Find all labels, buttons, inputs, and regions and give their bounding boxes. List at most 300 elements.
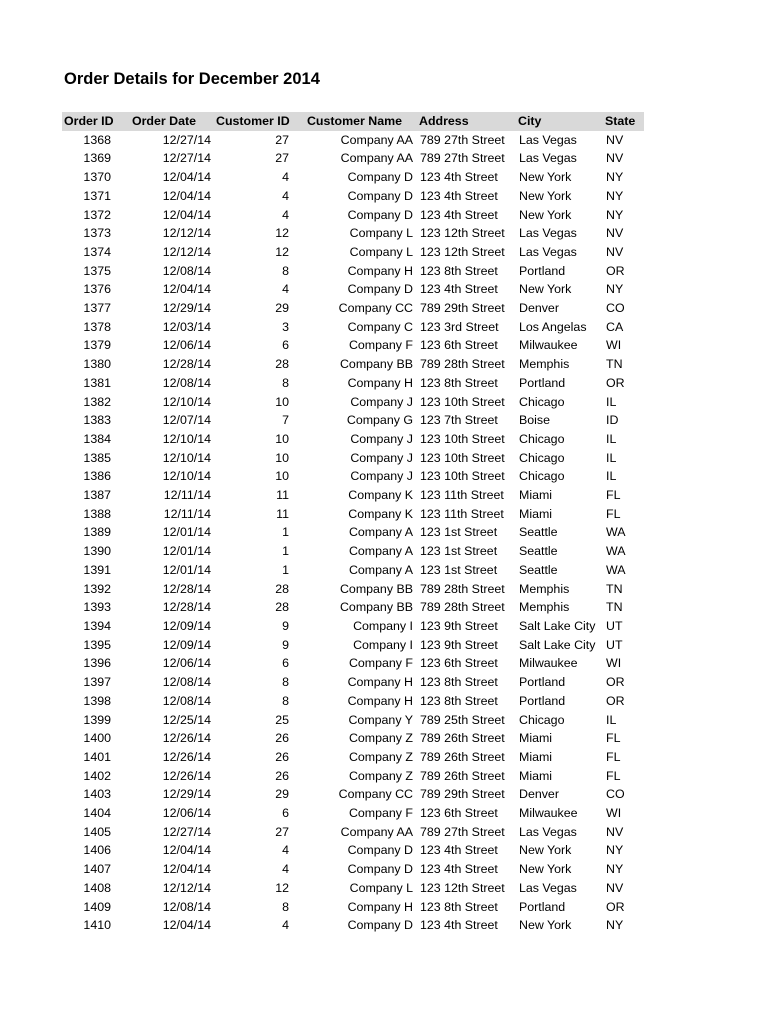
cell-state[interactable]: OR <box>606 263 625 278</box>
cell-customer-name[interactable]: Company J <box>350 394 413 409</box>
cell-city[interactable]: Portland <box>519 899 566 914</box>
cell-customer-name[interactable]: Company K <box>348 506 413 521</box>
cell-state[interactable]: FL <box>606 488 621 503</box>
cell-city[interactable]: Chicago <box>519 394 565 409</box>
cell-customer-id[interactable]: 9 <box>282 618 289 633</box>
cell-address[interactable]: 123 4th Street <box>420 207 498 222</box>
cell-address[interactable]: 123 8th Street <box>420 263 498 278</box>
cell-state[interactable]: TN <box>606 357 623 372</box>
cell-order-date[interactable]: 12/27/14 <box>162 151 211 166</box>
cell-customer-id[interactable]: 4 <box>282 207 289 222</box>
cell-address[interactable]: 123 8th Street <box>420 675 498 690</box>
table-row[interactable] <box>62 168 644 187</box>
cell-address[interactable]: 789 28th Street <box>420 600 505 615</box>
cell-customer-id[interactable]: 1 <box>282 562 289 577</box>
cell-customer-id[interactable]: 4 <box>282 170 289 185</box>
cell-address[interactable]: 789 29th Street <box>420 787 505 802</box>
cell-state[interactable]: NY <box>606 207 624 222</box>
cell-customer-id[interactable]: 12 <box>275 244 289 259</box>
cell-state[interactable]: IL <box>606 431 617 446</box>
cell-order-id[interactable]: 1404 <box>83 806 111 821</box>
cell-order-date[interactable]: 12/09/14 <box>162 618 211 633</box>
cell-order-id[interactable]: 1410 <box>83 918 111 933</box>
cell-city[interactable]: New York <box>519 282 572 297</box>
header-customer-name[interactable]: Customer Name <box>306 114 403 128</box>
cell-order-date[interactable]: 12/04/14 <box>162 207 211 222</box>
cell-customer-id[interactable]: 3 <box>282 319 289 334</box>
cell-address[interactable]: 123 10th Street <box>420 431 505 446</box>
cell-customer-id[interactable]: 4 <box>282 862 289 877</box>
cell-customer-id[interactable]: 25 <box>275 712 289 727</box>
cell-order-id[interactable]: 1372 <box>83 207 111 222</box>
cell-order-id[interactable]: 1369 <box>83 151 111 166</box>
cell-order-date[interactable]: 12/27/14 <box>162 132 211 147</box>
cell-customer-name[interactable]: Company L <box>349 880 413 895</box>
cell-customer-id[interactable]: 10 <box>275 469 289 484</box>
cell-order-date[interactable]: 12/08/14 <box>162 263 211 278</box>
cell-city[interactable]: Seattle <box>519 562 558 577</box>
cell-city[interactable]: Los Angelas <box>519 319 587 334</box>
table-row[interactable] <box>62 262 644 281</box>
table-row[interactable] <box>62 467 644 486</box>
cell-address[interactable]: 123 4th Street <box>420 282 498 297</box>
cell-state[interactable]: NV <box>606 226 624 241</box>
cell-city[interactable]: New York <box>519 862 572 877</box>
cell-state[interactable]: NV <box>606 244 624 259</box>
cell-customer-id[interactable]: 28 <box>275 600 289 615</box>
cell-address[interactable]: 789 26th Street <box>420 731 505 746</box>
table-row[interactable] <box>62 561 644 580</box>
cell-state[interactable]: CA <box>606 319 624 334</box>
cell-customer-name[interactable]: Company CC <box>338 787 413 802</box>
cell-customer-id[interactable]: 8 <box>282 675 289 690</box>
cell-customer-id[interactable]: 8 <box>282 899 289 914</box>
cell-order-date[interactable]: 12/08/14 <box>162 899 211 914</box>
cell-state[interactable]: WI <box>606 806 622 821</box>
cell-customer-name[interactable]: Company H <box>347 263 413 278</box>
table-row[interactable] <box>62 898 644 917</box>
cell-order-date[interactable]: 12/28/14 <box>162 581 211 596</box>
cell-order-id[interactable]: 1386 <box>83 469 111 484</box>
cell-order-date[interactable]: 12/08/14 <box>162 675 211 690</box>
cell-customer-id[interactable]: 10 <box>275 450 289 465</box>
table-row[interactable] <box>62 505 644 524</box>
cell-city[interactable]: Milwaukee <box>519 806 578 821</box>
cell-order-date[interactable]: 12/09/14 <box>162 637 211 652</box>
cell-city[interactable]: Miami <box>519 731 553 746</box>
cell-order-id[interactable]: 1393 <box>83 600 111 615</box>
cell-order-date[interactable]: 12/06/14 <box>162 806 211 821</box>
cell-address[interactable]: 123 4th Street <box>420 843 498 858</box>
cell-order-id[interactable]: 1380 <box>83 357 111 372</box>
cell-city[interactable]: Portland <box>519 375 566 390</box>
cell-order-date[interactable]: 12/10/14 <box>162 450 211 465</box>
table-row[interactable] <box>62 374 644 393</box>
cell-customer-id[interactable]: 29 <box>275 787 289 802</box>
table-row[interactable] <box>62 711 644 730</box>
table-row[interactable] <box>62 636 644 655</box>
cell-address[interactable]: 123 8th Street <box>420 899 498 914</box>
cell-city[interactable]: Las Vegas <box>519 824 577 839</box>
table-row[interactable] <box>62 299 644 318</box>
cell-order-id[interactable]: 1387 <box>83 488 111 503</box>
cell-city[interactable]: Boise <box>519 413 550 428</box>
table-row[interactable] <box>62 430 644 449</box>
cell-state[interactable]: NY <box>606 843 624 858</box>
cell-order-id[interactable]: 1391 <box>83 562 111 577</box>
cell-address[interactable]: 789 28th Street <box>420 581 505 596</box>
table-row[interactable] <box>62 411 644 430</box>
cell-customer-id[interactable]: 8 <box>282 693 289 708</box>
cell-customer-name[interactable]: Company H <box>347 693 413 708</box>
table-row[interactable] <box>62 542 644 561</box>
cell-customer-name[interactable]: Company A <box>348 525 413 540</box>
cell-customer-id[interactable]: 4 <box>282 918 289 933</box>
cell-customer-name[interactable]: Company D <box>347 282 413 297</box>
cell-order-id[interactable]: 1390 <box>83 544 111 559</box>
cell-address[interactable]: 789 27th Street <box>420 151 505 166</box>
cell-city[interactable]: Seattle <box>519 525 558 540</box>
cell-customer-name[interactable]: Company D <box>347 207 413 222</box>
cell-city[interactable]: New York <box>519 170 572 185</box>
cell-city[interactable]: New York <box>519 843 572 858</box>
cell-order-date[interactable]: 12/06/14 <box>162 338 211 353</box>
cell-order-date[interactable]: 12/01/14 <box>162 525 211 540</box>
table-row[interactable] <box>62 860 644 879</box>
cell-city[interactable]: Portland <box>519 263 566 278</box>
cell-address[interactable]: 789 25th Street <box>420 712 505 727</box>
cell-order-id[interactable]: 1397 <box>83 675 111 690</box>
table-row[interactable] <box>62 523 644 542</box>
cell-customer-name[interactable]: Company CC <box>338 301 413 316</box>
cell-customer-id[interactable]: 4 <box>282 843 289 858</box>
cell-customer-id[interactable]: 10 <box>275 394 289 409</box>
cell-customer-id[interactable]: 9 <box>282 637 289 652</box>
table-row[interactable] <box>62 804 644 823</box>
cell-city[interactable]: Milwaukee <box>519 338 578 353</box>
cell-state[interactable]: NY <box>606 170 624 185</box>
cell-city[interactable]: Miami <box>519 749 553 764</box>
cell-city[interactable]: Las Vegas <box>519 226 577 241</box>
cell-order-date[interactable]: 12/07/14 <box>162 413 211 428</box>
cell-customer-name[interactable]: Company A <box>348 562 413 577</box>
cell-order-date[interactable]: 12/26/14 <box>162 749 211 764</box>
cell-customer-name[interactable]: Company BB <box>339 357 413 372</box>
cell-city[interactable]: Memphis <box>519 600 570 615</box>
cell-order-date[interactable]: 12/25/14 <box>162 712 211 727</box>
cell-customer-name[interactable]: Company L <box>349 226 413 241</box>
cell-customer-id[interactable]: 27 <box>275 151 289 166</box>
cell-order-id[interactable]: 1368 <box>83 132 111 147</box>
cell-customer-name[interactable]: Company BB <box>339 581 413 596</box>
cell-address[interactable]: 789 27th Street <box>420 132 505 147</box>
cell-state[interactable]: OR <box>606 375 625 390</box>
cell-order-id[interactable]: 1406 <box>83 843 111 858</box>
cell-address[interactable]: 123 11th Street <box>420 488 504 503</box>
cell-city[interactable]: Chicago <box>519 431 565 446</box>
cell-state[interactable]: WI <box>606 338 622 353</box>
cell-city[interactable]: Miami <box>519 506 553 521</box>
cell-order-date[interactable]: 12/01/14 <box>162 562 211 577</box>
cell-customer-name[interactable]: Company D <box>347 843 413 858</box>
cell-city[interactable]: Miami <box>519 768 553 783</box>
cell-customer-name[interactable]: Company D <box>347 188 413 203</box>
cell-order-id[interactable]: 1394 <box>83 618 111 633</box>
cell-address[interactable]: 123 12th Street <box>420 226 505 241</box>
table-row[interactable] <box>62 692 644 711</box>
cell-order-date[interactable]: 12/04/14 <box>162 918 211 933</box>
table-row[interactable] <box>62 224 644 243</box>
cell-city[interactable]: Las Vegas <box>519 244 577 259</box>
cell-state[interactable]: FL <box>606 768 621 783</box>
table-row[interactable] <box>62 916 644 935</box>
cell-customer-name[interactable]: Company I <box>353 618 413 633</box>
cell-address[interactable]: 123 10th Street <box>420 394 505 409</box>
cell-order-date[interactable]: 12/12/14 <box>162 880 211 895</box>
cell-order-date[interactable]: 12/10/14 <box>162 469 211 484</box>
cell-state[interactable]: NV <box>606 132 624 147</box>
cell-customer-id[interactable]: 6 <box>282 806 289 821</box>
cell-city[interactable]: Seattle <box>519 544 558 559</box>
table-row[interactable] <box>62 879 644 898</box>
header-state[interactable]: State <box>605 114 636 128</box>
cell-order-date[interactable]: 12/27/14 <box>162 824 211 839</box>
cell-order-id[interactable]: 1377 <box>83 301 111 316</box>
cell-state[interactable]: NY <box>606 282 624 297</box>
cell-state[interactable]: WI <box>606 656 622 671</box>
cell-order-id[interactable]: 1399 <box>83 712 111 727</box>
cell-city[interactable]: Denver <box>519 301 559 316</box>
cell-order-date[interactable]: 12/10/14 <box>162 431 211 446</box>
cell-customer-id[interactable]: 29 <box>275 301 289 316</box>
cell-order-id[interactable]: 1409 <box>83 899 111 914</box>
cell-customer-name[interactable]: Company D <box>347 170 413 185</box>
cell-customer-name[interactable]: Company D <box>347 918 413 933</box>
cell-customer-name[interactable]: Company H <box>347 375 413 390</box>
cell-customer-id[interactable]: 28 <box>275 357 289 372</box>
cell-city[interactable]: Las Vegas <box>519 132 577 147</box>
cell-order-date[interactable]: 12/29/14 <box>162 787 211 802</box>
cell-order-id[interactable]: 1378 <box>83 319 111 334</box>
cell-customer-id[interactable]: 27 <box>275 824 289 839</box>
cell-customer-id[interactable]: 26 <box>275 731 289 746</box>
cell-state[interactable]: IL <box>606 450 617 465</box>
cell-customer-id[interactable]: 28 <box>275 581 289 596</box>
cell-address[interactable]: 789 27th Street <box>420 824 505 839</box>
cell-city[interactable]: Memphis <box>519 357 570 372</box>
cell-customer-name[interactable]: Company Z <box>348 768 413 783</box>
cell-state[interactable]: OR <box>606 899 625 914</box>
cell-address[interactable]: 123 9th Street <box>420 618 498 633</box>
table-row[interactable] <box>62 449 644 468</box>
cell-order-id[interactable]: 1381 <box>83 375 111 390</box>
cell-state[interactable]: NY <box>606 862 624 877</box>
cell-state[interactable]: NY <box>606 918 624 933</box>
cell-order-id[interactable]: 1407 <box>83 862 111 877</box>
cell-order-date[interactable]: 12/28/14 <box>162 600 211 615</box>
cell-order-id[interactable]: 1396 <box>83 656 111 671</box>
cell-customer-id[interactable]: 10 <box>275 431 289 446</box>
header-order-date[interactable]: Order Date <box>131 114 197 128</box>
cell-customer-id[interactable]: 4 <box>282 282 289 297</box>
cell-customer-name[interactable]: Company H <box>347 899 413 914</box>
cell-customer-id[interactable]: 12 <box>275 880 289 895</box>
cell-state[interactable]: UT <box>606 637 623 652</box>
cell-customer-name[interactable]: Company F <box>348 806 413 821</box>
cell-state[interactable]: FL <box>606 749 621 764</box>
cell-order-date[interactable]: 12/04/14 <box>162 188 211 203</box>
cell-customer-id[interactable]: 11 <box>276 506 289 521</box>
cell-address[interactable]: 123 6th Street <box>420 338 498 353</box>
table-row[interactable] <box>62 149 644 168</box>
cell-customer-name[interactable]: Company L <box>349 244 413 259</box>
table-row[interactable] <box>62 729 644 748</box>
cell-order-id[interactable]: 1384 <box>83 431 111 446</box>
cell-order-id[interactable]: 1392 <box>83 581 111 596</box>
cell-customer-name[interactable]: Company BB <box>339 600 413 615</box>
cell-order-date[interactable]: 12/29/14 <box>162 301 211 316</box>
cell-order-id[interactable]: 1370 <box>83 170 111 185</box>
cell-order-id[interactable]: 1373 <box>83 226 111 241</box>
cell-state[interactable]: TN <box>606 581 623 596</box>
table-row[interactable] <box>62 841 644 860</box>
cell-address[interactable]: 123 6th Street <box>420 656 498 671</box>
cell-customer-name[interactable]: Company G <box>346 413 413 428</box>
cell-order-id[interactable]: 1383 <box>83 413 111 428</box>
cell-order-id[interactable]: 1388 <box>83 506 111 521</box>
cell-address[interactable]: 123 10th Street <box>420 469 505 484</box>
cell-city[interactable]: Chicago <box>519 450 565 465</box>
cell-customer-name[interactable]: Company D <box>347 862 413 877</box>
cell-customer-name[interactable]: Company Z <box>348 749 413 764</box>
table-row[interactable] <box>62 393 644 412</box>
cell-customer-id[interactable]: 4 <box>282 188 289 203</box>
cell-order-date[interactable]: 12/08/14 <box>162 693 211 708</box>
cell-order-id[interactable]: 1374 <box>83 244 111 259</box>
cell-customer-name[interactable]: Company Z <box>348 731 413 746</box>
cell-order-id[interactable]: 1382 <box>83 394 111 409</box>
table-row[interactable] <box>62 785 644 804</box>
cell-address[interactable]: 123 12th Street <box>420 244 505 259</box>
cell-customer-name[interactable]: Company J <box>350 450 413 465</box>
cell-customer-id[interactable]: 8 <box>282 375 289 390</box>
cell-state[interactable]: NV <box>606 824 624 839</box>
cell-order-date[interactable]: 12/26/14 <box>162 768 211 783</box>
table-row[interactable] <box>62 767 644 786</box>
table-row[interactable] <box>62 617 644 636</box>
cell-customer-id[interactable]: 27 <box>275 132 289 147</box>
cell-state[interactable]: OR <box>606 693 625 708</box>
cell-address[interactable]: 789 26th Street <box>420 768 505 783</box>
cell-customer-id[interactable]: 6 <box>282 656 289 671</box>
cell-customer-name[interactable]: Company C <box>347 319 413 334</box>
cell-order-id[interactable]: 1379 <box>83 338 111 353</box>
cell-address[interactable]: 123 11th Street <box>420 506 504 521</box>
cell-city[interactable]: Portland <box>519 675 566 690</box>
cell-order-id[interactable]: 1376 <box>83 282 111 297</box>
cell-city[interactable]: Milwaukee <box>519 656 578 671</box>
cell-state[interactable]: UT <box>606 618 623 633</box>
cell-customer-id[interactable]: 12 <box>275 226 289 241</box>
cell-state[interactable]: NV <box>606 880 624 895</box>
cell-address[interactable]: 123 4th Street <box>420 170 498 185</box>
cell-state[interactable]: NV <box>606 151 624 166</box>
cell-city[interactable]: Miami <box>519 488 553 503</box>
table-row[interactable] <box>62 486 644 505</box>
cell-address[interactable]: 789 29th Street <box>420 301 505 316</box>
cell-order-date[interactable]: 12/12/14 <box>162 244 211 259</box>
cell-order-id[interactable]: 1395 <box>83 637 111 652</box>
cell-address[interactable]: 123 8th Street <box>420 693 498 708</box>
cell-order-date[interactable]: 12/10/14 <box>162 394 211 409</box>
cell-order-date[interactable]: 12/08/14 <box>162 375 211 390</box>
cell-city[interactable]: Portland <box>519 693 566 708</box>
table-row[interactable] <box>62 580 644 599</box>
cell-order-id[interactable]: 1405 <box>83 824 111 839</box>
cell-city[interactable]: Salt Lake City <box>519 637 596 652</box>
cell-customer-name[interactable]: Company AA <box>340 132 413 147</box>
cell-city[interactable]: Denver <box>519 787 559 802</box>
table-row[interactable] <box>62 748 644 767</box>
cell-order-date[interactable]: 12/03/14 <box>162 319 211 334</box>
cell-order-date[interactable]: 12/04/14 <box>162 843 211 858</box>
cell-order-id[interactable]: 1402 <box>83 768 111 783</box>
cell-customer-name[interactable]: Company A <box>348 544 413 559</box>
cell-order-id[interactable]: 1400 <box>83 731 111 746</box>
table-row[interactable] <box>62 206 644 225</box>
cell-state[interactable]: FL <box>606 731 621 746</box>
cell-customer-name[interactable]: Company K <box>348 488 413 503</box>
cell-order-date[interactable]: 12/11/14 <box>163 488 211 503</box>
cell-address[interactable]: 789 26th Street <box>420 749 505 764</box>
cell-order-id[interactable]: 1398 <box>83 693 111 708</box>
cell-order-date[interactable]: 12/11/14 <box>163 506 211 521</box>
cell-city[interactable]: Chicago <box>519 712 565 727</box>
cell-order-id[interactable]: 1403 <box>83 787 111 802</box>
cell-order-id[interactable]: 1389 <box>83 525 111 540</box>
cell-state[interactable]: IL <box>606 394 617 409</box>
cell-address[interactable]: 123 1st Street <box>420 562 498 577</box>
cell-order-date[interactable]: 12/28/14 <box>162 357 211 372</box>
cell-address[interactable]: 123 12th Street <box>420 880 505 895</box>
cell-order-id[interactable]: 1375 <box>83 263 111 278</box>
cell-customer-id[interactable]: 1 <box>282 544 289 559</box>
cell-order-id[interactable]: 1371 <box>83 188 111 203</box>
cell-order-date[interactable]: 12/04/14 <box>162 170 211 185</box>
cell-order-date[interactable]: 12/06/14 <box>162 656 211 671</box>
cell-state[interactable]: CO <box>606 787 625 802</box>
cell-customer-name[interactable]: Company H <box>347 675 413 690</box>
cell-address[interactable]: 123 4th Street <box>420 862 498 877</box>
header-address[interactable]: Address <box>419 114 469 128</box>
cell-city[interactable]: New York <box>519 188 572 203</box>
cell-customer-id[interactable]: 6 <box>282 338 289 353</box>
cell-address[interactable]: 123 8th Street <box>420 375 498 390</box>
header-city[interactable]: City <box>518 114 542 128</box>
cell-state[interactable]: WA <box>606 525 626 540</box>
cell-address[interactable]: 789 28th Street <box>420 357 505 372</box>
table-row[interactable] <box>62 654 644 673</box>
cell-address[interactable]: 123 4th Street <box>420 918 498 933</box>
cell-state[interactable]: CO <box>606 301 625 316</box>
cell-city[interactable]: Memphis <box>519 581 570 596</box>
cell-order-date[interactable]: 12/12/14 <box>162 226 211 241</box>
table-row[interactable] <box>62 355 644 374</box>
cell-customer-name[interactable]: Company F <box>348 656 413 671</box>
cell-customer-name[interactable]: Company AA <box>340 824 413 839</box>
cell-address[interactable]: 123 3rd Street <box>420 319 499 334</box>
cell-state[interactable]: FL <box>606 506 621 521</box>
